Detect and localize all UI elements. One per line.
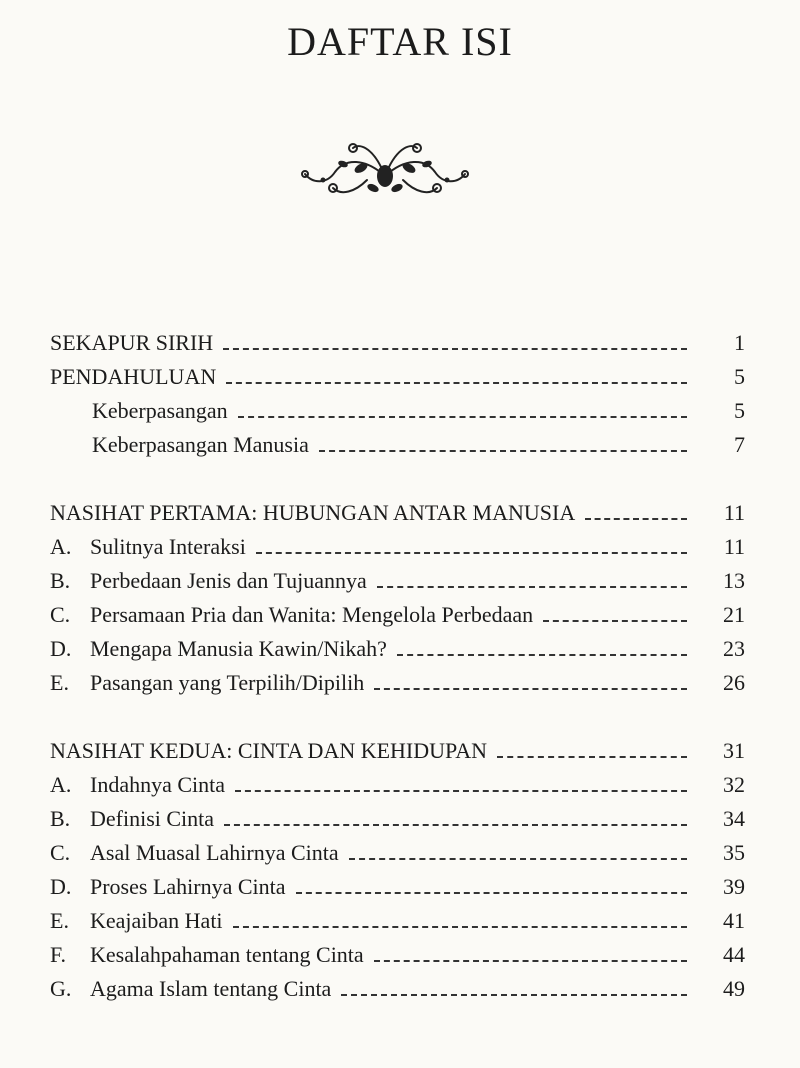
toc-entry [50, 900, 745, 934]
toc-entry [50, 798, 745, 832]
toc-entry-page-number: 5 [734, 398, 745, 423]
toc-entry-letter: D. [50, 874, 72, 899]
dotted-leader [374, 688, 687, 690]
toc-entry-label: Persamaan Pria dan Wanita: Mengelola Perbedaan [90, 602, 534, 627]
toc-entry-label: Keajaiban Hati [90, 908, 223, 933]
toc-entry-letter: B. [50, 568, 71, 593]
toc-entry [50, 322, 745, 356]
dotted-leader [296, 892, 687, 894]
toc-entry-page-number: 1 [734, 330, 745, 355]
page-title: DAFTAR ISI [287, 19, 513, 64]
toc-entry [50, 934, 745, 968]
dotted-leader [349, 858, 687, 860]
dotted-leader [223, 348, 687, 350]
toc-entry-label: Proses Lahirnya Cinta [90, 874, 286, 899]
toc-entry-label: PENDAHULUAN [50, 364, 217, 389]
toc-entry-page-number: 44 [723, 942, 745, 967]
toc-entry-label: NASIHAT PERTAMA: HUBUNGAN ANTAR MANUSIA [50, 500, 576, 525]
toc-entry-label: Perbedaan Jenis dan Tujuannya [90, 568, 367, 593]
toc-entry-page-number: 31 [723, 738, 745, 763]
dotted-leader [238, 416, 687, 418]
toc-entry [50, 866, 745, 900]
section-gap [50, 696, 745, 730]
toc-entry [50, 356, 745, 390]
toc-entry-page-number: 26 [723, 670, 745, 695]
toc-entry-letter: B. [50, 806, 71, 831]
dotted-leader [497, 756, 687, 758]
toc-entry-label: Indahnya Cinta [90, 772, 226, 797]
table-of-contents [50, 322, 745, 1002]
toc-entry-label: Mengapa Manusia Kawin/Nikah? [90, 636, 387, 661]
dotted-leader [226, 382, 687, 384]
section-gap [50, 458, 745, 492]
toc-entry-letter: E. [50, 908, 69, 933]
toc-entry-label: Definisi Cinta [90, 806, 215, 831]
toc-entry-label: Sulitnya Interaksi [90, 534, 246, 559]
toc-entry-page-number: 23 [723, 636, 745, 661]
toc-entry-page-number: 34 [723, 806, 745, 831]
toc-entry-label: Agama Islam tentang Cinta [90, 976, 332, 1001]
toc-entry [50, 730, 745, 764]
toc-entry-letter: C. [50, 602, 71, 627]
toc-entry-label: SEKAPUR SIRIH [50, 330, 214, 355]
dotted-leader [224, 824, 687, 826]
toc-entry-page-number: 39 [723, 874, 745, 899]
toc-entry-letter: D. [50, 636, 72, 661]
toc-entry [50, 560, 745, 594]
dotted-leader [377, 586, 687, 588]
dotted-leader [543, 620, 687, 622]
toc-entry-label: Keberpasangan [92, 398, 228, 423]
toc-entry-page-number: 13 [723, 568, 745, 593]
toc-entry-page-number: 11 [723, 500, 745, 525]
toc-entry-page-number: 35 [723, 840, 745, 865]
dotted-leader [256, 552, 687, 554]
toc-entry-label: Kesalahpahaman tentang Cinta [90, 942, 364, 967]
toc-entry-page-number: 41 [723, 908, 745, 933]
toc-entry-page-number: 5 [734, 364, 745, 389]
dotted-leader [397, 654, 687, 656]
dotted-leader [235, 790, 687, 792]
dotted-leader [319, 450, 687, 452]
toc-entry-label: Pasangan yang Terpilih/Dipilih [90, 670, 365, 695]
toc-entry [50, 832, 745, 866]
toc-entry-letter: G. [50, 976, 72, 1001]
toc-entry [50, 662, 745, 696]
toc-entry [50, 594, 745, 628]
toc-entry [50, 764, 745, 798]
toc-entry [50, 424, 745, 458]
toc-entry-page-number: 32 [723, 772, 745, 797]
toc-entry-letter: A. [50, 534, 72, 559]
toc-entry-letter: A. [50, 772, 72, 797]
toc-entry [50, 390, 745, 424]
toc-entry-page-number: 11 [723, 534, 745, 559]
dotted-leader [585, 518, 687, 520]
toc-entry [50, 492, 745, 526]
dotted-leader [374, 960, 687, 962]
toc-entry [50, 628, 745, 662]
toc-entry-letter: F. [50, 942, 66, 967]
toc-entry-label: NASIHAT KEDUA: CINTA DAN KEHIDUPAN [50, 738, 488, 763]
toc-entry-label: Keberpasangan Manusia [92, 432, 309, 457]
toc-entry-letter: C. [50, 840, 71, 865]
toc-entry-page-number: 7 [734, 432, 745, 457]
toc-entry-page-number: 21 [723, 602, 745, 627]
toc-entry-label: Asal Muasal Lahirnya Cinta [90, 840, 339, 865]
toc-entry-page-number: 49 [723, 976, 745, 1001]
toc-entry [50, 526, 745, 560]
floral-ornament-icon [295, 128, 475, 208]
dotted-leader [233, 926, 687, 928]
dotted-leader [341, 994, 687, 996]
toc-entry [50, 968, 745, 1002]
toc-entry-letter: E. [50, 670, 69, 695]
